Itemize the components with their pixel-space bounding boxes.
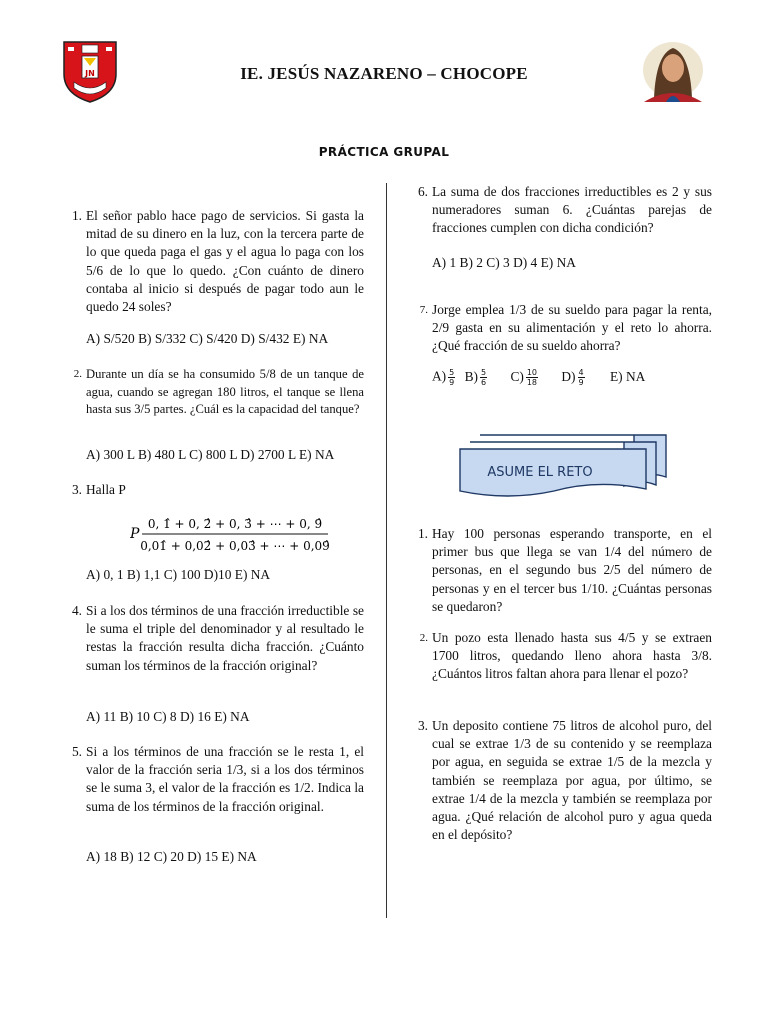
question-number: 2. [419, 632, 428, 644]
question-2-answers: A) 300 L B) 480 L C) 800 L D) 2700 L E) NA [86, 447, 335, 462]
question-number: 3. [71, 482, 82, 497]
banner-text: ASUME EL RETO [487, 465, 593, 480]
question-3-answers: A) 0, 1 B) 1,1 C) 100 D)10 E) NA [86, 567, 271, 582]
question-text: Si a los dos términos de una fracción irreductible se le suma el triple del denominador y al resultado le restas la fracción resulta dicha fracción. ¿Cuánto suman los términos de la fracción original? [86, 603, 364, 673]
question-number: 4. [71, 603, 82, 618]
question-2 [73, 366, 364, 419]
equation-lhs: P [130, 526, 140, 542]
question-text: Hay 100 personas esperando transporte, en el primer bus que llega se van 1/4 del número de personas, en el segundo bus 2/5 del número de personas y en el tercer bus 1/10. ¿Cuántas personas se quedaron? [432, 526, 712, 614]
equation-denominator: 0,01̂ + 0,02̂ + 0,03̂ + ⋯ + 0,09̂ [140, 539, 330, 553]
question-5-answers: A) 18 B) 12 C) 20 D) 15 E) NA [86, 849, 257, 864]
option-d-fraction [578, 368, 585, 387]
question-text: El señor pablo hace pago de servicios. Si gasta la mitad de su dinero en la luz, con la tercera parte de lo que queda paga el gas y el agua lo paga con los 5/6 de lo que lo quedo. ¿Con cuánto de dinero contaba al inicio si después de pagar todo aun le quedo 24 soles? [86, 208, 364, 315]
option-a-fraction [448, 368, 455, 387]
question-number: 5. [71, 744, 82, 759]
challenge-3 [417, 717, 712, 844]
question-number: 2. [73, 368, 82, 380]
equation-numerator: 0, 1̂ + 0, 2̂ + 0, 3̂ + ⋯ + 0, 9̂ [147, 517, 323, 531]
option-d-label: D) [561, 368, 576, 384]
option-b-fraction [480, 368, 487, 387]
question-number: 1. [71, 208, 82, 223]
question-text: Un deposito contiene 75 litros de alcohol puro, del cual se extrae 1/3 de su contenido y se reemplaza por agua, en seguida se extrae 1/5 de la mezcla y también se reemplaza por agua, por último, se extrae 1/4 de la mezcla y también se reemplaza por agua. ¿Qué relación de alcohol puro y agua queda en el depósito? [432, 718, 712, 843]
question-4 [71, 602, 364, 675]
challenge-2 [419, 629, 712, 684]
option-e-label: E) NA [609, 368, 646, 384]
question-3 [71, 481, 364, 499]
question-number: 3. [417, 718, 428, 733]
question-7-answers [432, 368, 645, 387]
question-number: 1. [417, 526, 428, 541]
question-number: 7. [419, 304, 428, 316]
question-4-answers: A) 11 B) 10 C) 8 D) 16 E) NA [86, 709, 250, 724]
question-5 [71, 743, 364, 816]
question-text: Un pozo esta llenado hasta sus 4/5 y se extraen 1700 litros, quedando lleno ahora hasta 3/8. ¿Cuántos litros faltan ahora para llenar el pozo? [432, 630, 712, 682]
question-text: Jorge emplea 1/3 de su sueldo para pagar la renta, 2/9 gasta en su alimentación y el reto lo ahorra. ¿Qué fracción de su sueldo ahorra? [432, 302, 712, 354]
column-divider [386, 183, 387, 918]
question-text: Durante un día se ha consumido 5/8 de un tanque de agua, cuando se agregan 180 litros, el tanque se llena hasta sus 3/5 partes. ¿Cuál es la capacidad del tanque? [86, 367, 364, 416]
question-6 [417, 183, 712, 238]
question-text: Halla P [86, 482, 126, 497]
question-6-answers: A) 1 B) 2 C) 3 D) 4 E) NA [432, 255, 576, 270]
option-a-label: A) [432, 368, 447, 384]
numerator: 4 [578, 368, 584, 377]
page-subtitle: PRÁCTICA GRUPAL [318, 145, 450, 159]
numerator: 5 [449, 368, 455, 377]
challenge-banner [458, 433, 668, 499]
option-b-label: B) [464, 368, 478, 384]
numerator: 10 [526, 368, 538, 377]
logo-letters: JN [85, 69, 95, 78]
page-title: IE. JESÚS NAZARENO – CHOCOPE [240, 64, 528, 83]
denominator: 9 [449, 378, 455, 387]
religious-portrait [636, 40, 710, 102]
question-number: 6. [417, 184, 428, 199]
numerator: 5 [480, 368, 487, 377]
denominator: 9 [578, 378, 584, 387]
denominator: 6 [480, 378, 487, 387]
question-text: Si a los términos de una fracción se le resta 1, el valor de la fracción seria 1/3, si a los dos términos se le suma 3, el valor de la fracción es 1/2. Indica la suma de los términos de la fracción original. [86, 744, 364, 814]
question-text: La suma de dos fracciones irreductibles es 2 y sus numeradores suman 6. ¿Cuántas parejas de fracciones cumplen con dicha condición? [432, 184, 712, 236]
question-7 [419, 301, 712, 356]
equation-p [130, 510, 330, 556]
question-1-answers: A) S/520 B) S/332 C) S/420 D) S/432 E) NA [86, 331, 329, 346]
option-c-label: C) [510, 368, 524, 384]
denominator: 18 [526, 378, 538, 387]
question-1 [71, 207, 364, 316]
challenge-1 [417, 525, 712, 616]
option-c-fraction [526, 368, 538, 387]
